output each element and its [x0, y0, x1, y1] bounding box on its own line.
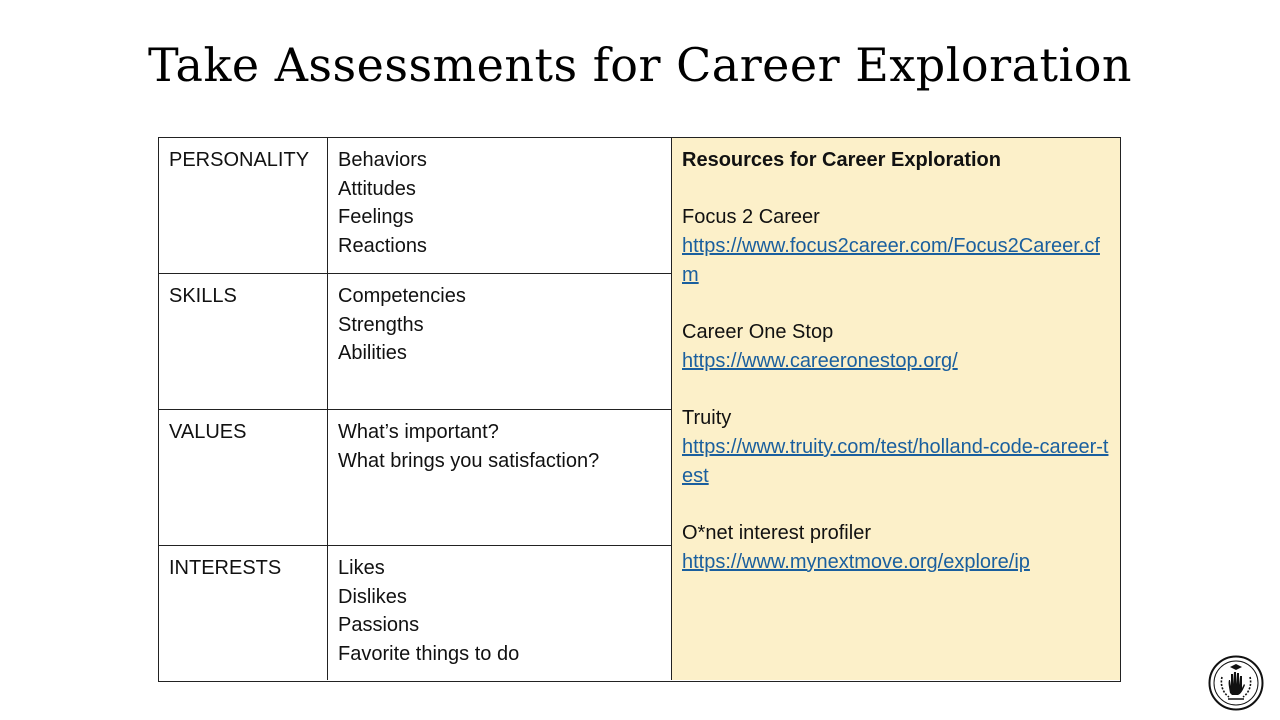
resource-name: Career One Stop — [682, 321, 834, 344]
resource-item — [682, 318, 1110, 375]
category-label: INTERESTS — [159, 546, 328, 680]
table-row — [159, 274, 672, 410]
resource-item — [682, 203, 1110, 289]
item: Abilities — [338, 342, 407, 365]
category-items — [328, 410, 672, 545]
category-label: PERSONALITY — [159, 138, 328, 273]
item: What’s important? — [338, 421, 499, 443]
item: Behaviors — [338, 149, 427, 171]
category-items — [328, 546, 672, 680]
resource-name: O*net interest profiler — [682, 522, 871, 545]
resources-panel — [672, 138, 1120, 680]
resource-name: Truity — [682, 407, 732, 430]
category-label: VALUES — [159, 410, 328, 545]
resource-link[interactable]: https://www.careeronestop.org/ — [682, 349, 958, 372]
item: Likes — [338, 557, 385, 579]
resource-link[interactable]: https://www.mynextmove.org/explore/ip — [682, 550, 1030, 573]
resource-item — [682, 404, 1110, 490]
item: Dislikes — [338, 585, 407, 608]
slide-title: Take Assessments for Career Exploration — [147, 38, 1133, 92]
resource-link[interactable]: https://www.truity.com/test/holland-code-career-test — [682, 435, 1109, 487]
item: Favorite things to do — [338, 643, 520, 666]
assessment-table — [158, 137, 1121, 682]
resource-link[interactable]: https://www.focus2career.com/Focus2Career.cfm — [682, 235, 1100, 286]
table-row — [159, 410, 672, 546]
category-label: SKILLS — [159, 274, 328, 409]
item: Attitudes — [338, 177, 416, 200]
item: Reactions — [338, 235, 427, 258]
item: What brings you satisfaction? — [338, 449, 600, 472]
resource-name: Focus 2 Career — [682, 206, 820, 229]
category-items — [328, 138, 672, 273]
item: Competencies — [338, 285, 466, 307]
category-items — [328, 274, 672, 409]
item: Passions — [338, 614, 420, 637]
resource-item — [682, 519, 1110, 576]
table-row — [159, 138, 672, 274]
hand-emblem-logo-icon — [1208, 655, 1264, 711]
item: Feelings — [338, 206, 414, 229]
resources-heading: Resources for Career Exploration — [682, 149, 1001, 171]
item: Strengths — [338, 313, 424, 336]
table-row — [159, 546, 672, 680]
